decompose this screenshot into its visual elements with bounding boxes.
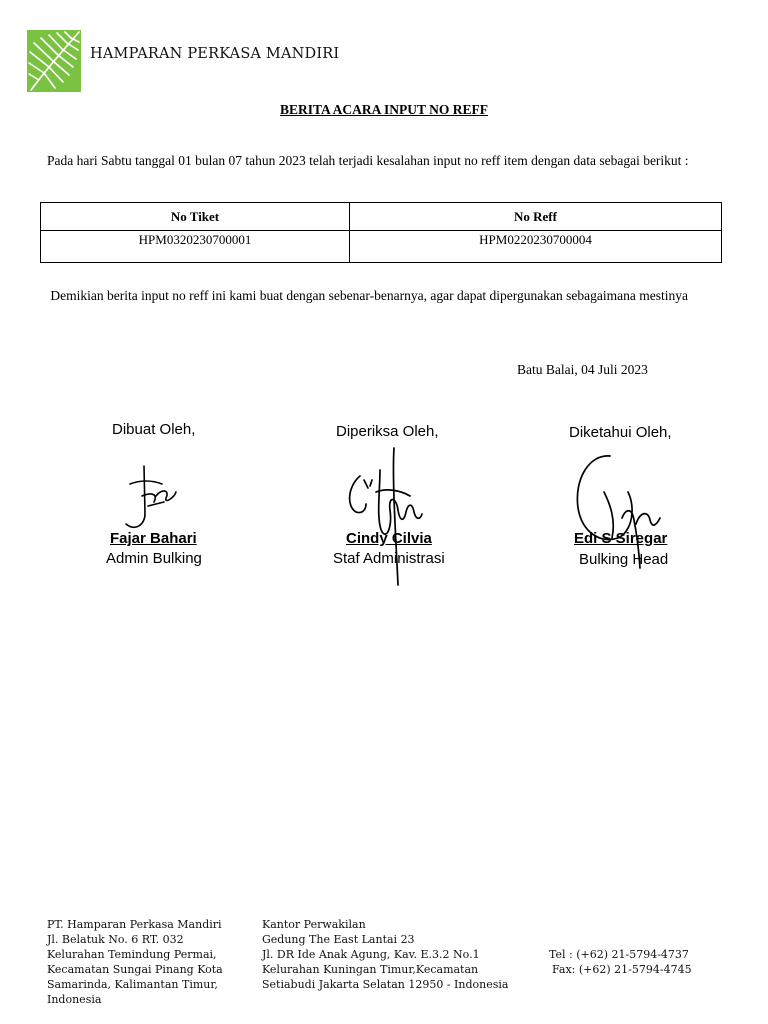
footer-head-office (47, 917, 223, 1007)
footer-line: Gedung The East Lantai 23 (262, 933, 415, 946)
footer-line: Indonesia (47, 993, 102, 1006)
reff-table (40, 202, 722, 263)
place-date: Batu Balai, 04 Juli 2023 (517, 362, 648, 377)
footer-line: Samarinda, Kalimantan Timur, (47, 978, 218, 991)
company-logo-icon (27, 30, 81, 92)
cell-no-reff: HPM0220230700004 (350, 231, 722, 263)
signatory-position-1: Admin Bulking (106, 550, 202, 567)
company-name: HAMPARAN PERKASA MANDIRI (90, 46, 340, 62)
table-header-row (41, 203, 722, 231)
column-header-no-reff: No Reff (350, 203, 722, 231)
signatory-name-1: Fajar Bahari (110, 530, 197, 547)
signature-caption-2: Diperiksa Oleh, (336, 423, 439, 440)
footer-tel: Tel : (+62) 21-5794-4737 (549, 948, 689, 961)
footer-line: Kelurahan Temindung Permai, (47, 948, 217, 961)
footer-line: Jl. Belatuk No. 6 RT. 032 (47, 933, 184, 946)
signature-scribble-2-icon (340, 440, 430, 590)
signatory-position-3: Bulking Head (579, 551, 669, 568)
signature-caption-1: Dibuat Oleh, (112, 421, 196, 438)
document-title: BERITA ACARA INPUT NO REFF (279, 102, 489, 117)
intro-paragraph: Pada hari Sabtu tanggal 01 bulan 07 tahun 2023 telah terjadi kesalahan input no reff item dengan data sebagai berikut : (47, 153, 689, 168)
footer-line: Kecamatan Sungai Pinang Kota (47, 963, 223, 976)
signature-caption-3: Diketahui Oleh, (569, 424, 672, 441)
footer-line: Setiabudi Jakarta Selatan 12950 - Indonesia (262, 978, 509, 991)
signatory-name-3: Edi S Siregar (574, 530, 668, 547)
signatory-position-2: Staf Administrasi (333, 550, 445, 567)
footer-line: PT. Hamparan Perkasa Mandiri (47, 918, 222, 931)
signatory-name-2: Cindy Cilvia (346, 530, 432, 547)
closing-paragraph: Demikian berita input no reff ini kami buat dengan sebenar-benarnya, agar dapat dipergunakan sebagaimana mestinya (50, 288, 688, 303)
footer-line: Jl. DR Ide Anak Agung, Kav. E.3.2 No.1 (262, 948, 480, 961)
table-row (41, 231, 722, 263)
column-header-no-tiket: No Tiket (41, 203, 350, 231)
footer-line: Kantor Perwakilan (262, 918, 366, 931)
footer-rep-office (262, 917, 508, 992)
footer-contact (549, 947, 692, 977)
cell-no-tiket: HPM0320230700001 (41, 231, 350, 263)
footer-fax: Fax: (+62) 21-5794-4745 (552, 963, 692, 976)
footer-line: Kelurahan Kuningan Timur,Kecamatan (262, 963, 479, 976)
